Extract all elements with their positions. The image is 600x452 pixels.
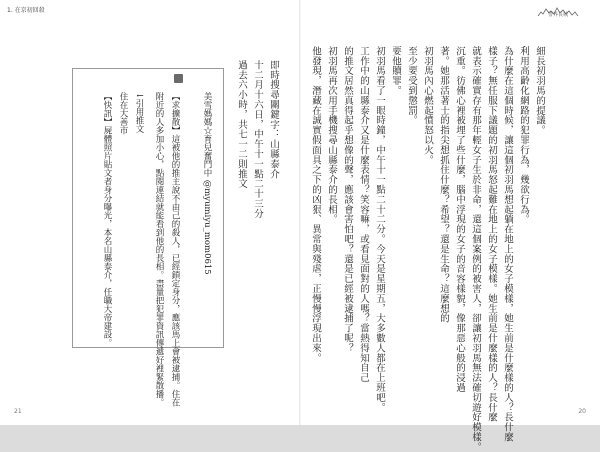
body-line-14: 初羽馬再次用手機搜尋山縣泰介的長相。 <box>326 46 337 225</box>
body-line-1: 細長初羽馬的提議。 <box>534 46 545 136</box>
avatar <box>174 74 183 83</box>
tweet-text-line-2: 附近的人多加小心，點閱連結就能看到他的長相。盡量把犯罪資訊傳遞好裡緊散播。 <box>154 92 164 407</box>
body-line-11: 初羽馬看了一眼時鐘，中午十一點二十二分。今天是星期五，大多數人都在上班吧。 <box>374 46 385 413</box>
chapter-header: 1. 在京初回殺 <box>7 7 45 14</box>
body-line-3: 為什麼在這個時候，讓這個初羽馬想起躺在地上的女子模樣，她生前是什麼樣的人？長什麼 <box>502 46 513 442</box>
header-logo <box>537 2 579 18</box>
body-line-6: 沉重。彷佛心裡被埋了些什麼，腦中浮現的女子的音容樣貌，像那惡心般的浸過 <box>454 46 465 393</box>
body-line-7: 著。她那活著士的指尖想抓住什麼？希望？還是生命？這麼想的 <box>438 46 449 324</box>
quote-location: 住在大善市 <box>118 92 128 135</box>
search-time-line: 十二月十六日，中午十一點二十三分 <box>252 60 263 219</box>
body-line-12: 工作中的山縣泰介又是什麼表情？笑容嘛，或看見面對的人嗎？當熱得知自己 <box>358 46 369 383</box>
page-number-left: 21 <box>14 408 22 415</box>
page-gutter <box>299 0 301 425</box>
quote-text: 【快訊】屍體照片貼文者身分曝光，本名山縣泰介，任職大帝建設。 <box>102 92 112 347</box>
body-line-5: 就表示確實存有那年輕女子生於非命，還這個案例的被害人，卻讓初羽馬無法確切遊好模樣。 <box>470 46 481 452</box>
body-line-4: 樣子？無任服下議題的初羽馬怒起難在地上的女子模樣。她生前是什麼樣的人？長什麼 <box>486 46 497 423</box>
tweet-text-line-1: 【求擴散】這被他的推主說不由己的殺人，已經鎖定身分，應該馬上會被逮捕。住在 <box>170 92 180 407</box>
quote-label: ↓引用推文 <box>134 92 144 134</box>
body-line-9: 至少要受到懲罰。 <box>406 46 417 126</box>
tweet-count-line: 過去六小時，共七一二則推文 <box>236 60 247 189</box>
body-line-13: 的推文居然真得起乎想像的聲，應該會害怕吧？還是已經被逮捕了呢？ <box>342 46 353 353</box>
search-keyword-line: 即時搜尋關鍵字：山縣泰介 <box>268 60 279 179</box>
page-number-right: 20 <box>578 408 586 415</box>
tweet-account: 美雪媽媽☆育兒奮鬥中 @myumiyu_mom0615 <box>202 92 212 275</box>
body-line-15: 他發現，潛藏在誠實假面具之下的凶狠、異常與殘虐，正慢慢浮現出來。 <box>310 46 321 363</box>
body-line-2: 利用高齡化網路的犯罪行為，幾欲行為。 <box>518 46 529 225</box>
body-line-10: 要他贖罪。 <box>390 46 401 96</box>
body-line-8: 初羽馬內心燃起憤怒以火。 <box>422 46 433 165</box>
logo-text: 警界長城 <box>547 12 568 18</box>
